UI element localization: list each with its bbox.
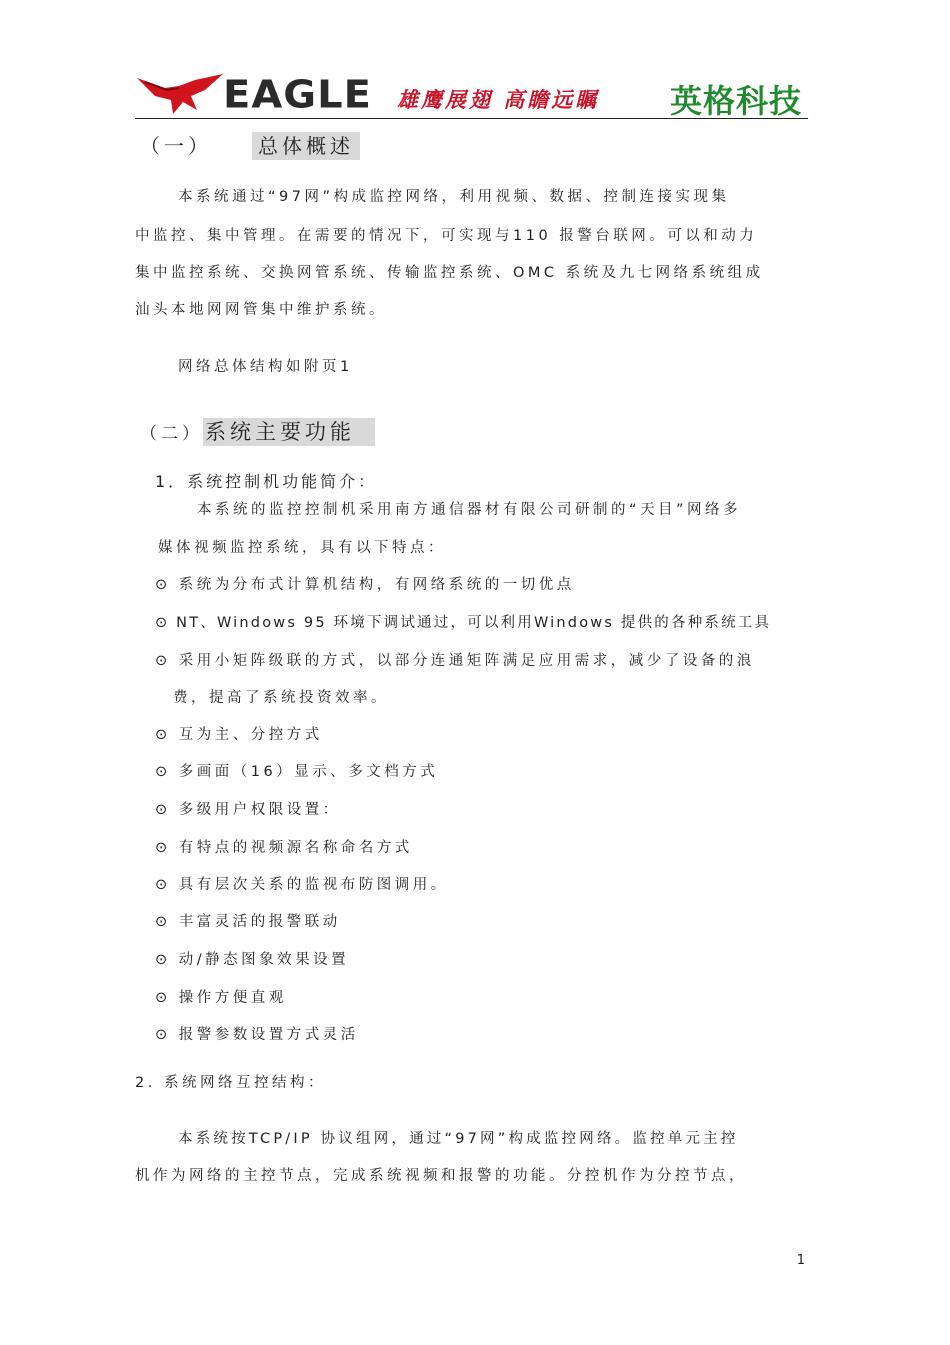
bullet-item: ⊙ 有特点的视频源名称命名方式 [155, 840, 413, 856]
bullet-item: ⊙ 操作方便直观 [155, 990, 287, 1006]
section1-title: 总体概述 [252, 132, 360, 160]
sub1-intro-line1: 本系统的监控控制机采用南方通信器材有限公司研制的“天目”网络多 [197, 502, 742, 518]
bullet-item: ⊙ 互为主、分控方式 [155, 727, 323, 743]
bullet-item: ⊙ 丰富灵活的报警联动 [155, 914, 341, 930]
page-number: 1 [796, 1253, 805, 1268]
bullet-item: ⊙ 采用小矩阵级联的方式，以部分连通矩阵满足应用需求，减少了设备的浪 [155, 653, 755, 669]
company-name: 英格科技 [669, 82, 802, 120]
page-header [135, 70, 808, 119]
bullet-item: ⊙ 报警参数设置方式灵活 [155, 1027, 359, 1043]
bullet-item: ⊙ 多画面（16）显示、多文档方式 [155, 764, 439, 780]
sub1-title: 1．系统控制机功能简介： [155, 472, 378, 491]
section1-para1-line4: 汕头本地网网管集中维护系统。 [135, 302, 387, 318]
section1-para2: 网络总体结构如附页1 [178, 359, 353, 375]
logo-text: EAGLE [223, 73, 372, 117]
section1-heading [140, 130, 360, 159]
sub2-title: 2. 系统网络互控结构： [135, 1075, 326, 1091]
bullet-item: ⊙ 系统为分布式计算机结构，有网络系统的一切优点 [155, 577, 575, 593]
section1-para1-line3: 集中监控系统、交换网管系统、传输监控系统、OMC 系统及九七网络系统组成 [135, 265, 764, 281]
eagle-logo-icon [135, 70, 225, 116]
sub1-intro-line2: 媒体视频监控系统，具有以下特点： [158, 540, 446, 556]
bullet-item: ⊙ 动/静态图象效果设置 [155, 952, 350, 968]
section2-title: 系统主要功能 [203, 418, 375, 446]
slogan: 雄鹰展翅 高瞻远瞩 [397, 87, 600, 112]
bullet-item: ⊙ 具有层次关系的监视布防图调用。 [155, 877, 449, 893]
section2-number: （二） [140, 424, 203, 444]
section1-number: （一） [140, 134, 212, 158]
section1-para1-line1: 本系统通过“97网”构成监控网络，利用视频、数据、控制连接实现集 [178, 189, 730, 205]
sub2-para-line2: 机作为网络的主控节点，完成系统视频和报警的功能。分控机作为分控节点， [135, 1168, 747, 1184]
bullet-item: ⊙ NT、Windows 95 环境下调试通过，可以利用Windows 提供的各种系统工具 [155, 615, 772, 631]
section2-heading [140, 416, 375, 446]
sub2-para-line1: 本系统按TCP/IP 协议组网，通过“97网”构成监控网络。监控单元主控 [178, 1131, 739, 1147]
bullet-item-continued: 费，提高了系统投资效率。 [173, 690, 389, 706]
section1-para1-line2: 中监控、集中管理。在需要的情况下，可实现与110 报警台联网。可以和动力 [135, 228, 758, 244]
bullet-item: ⊙ 多级用户权限设置： [155, 802, 341, 818]
